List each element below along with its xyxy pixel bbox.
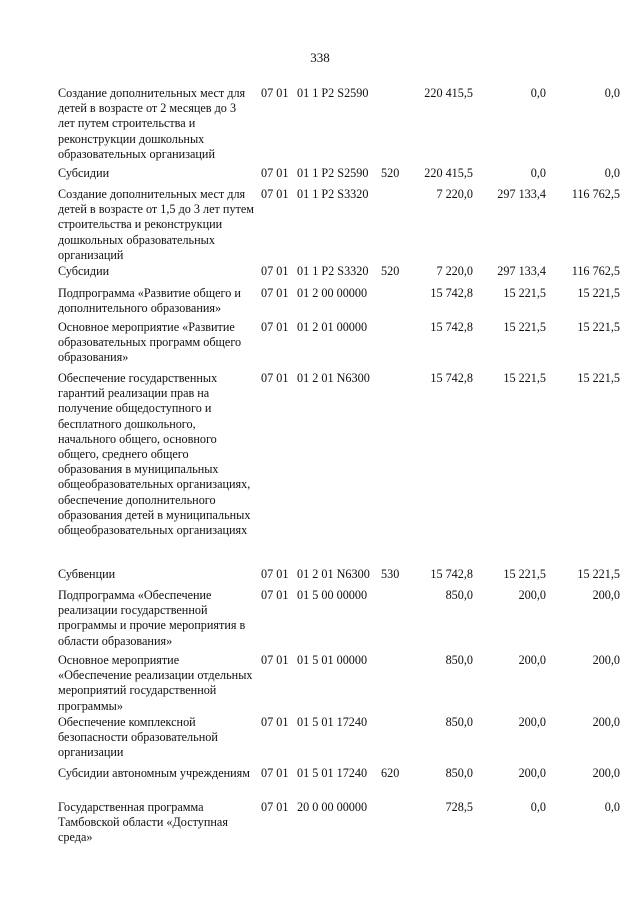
row-section: 07 01 bbox=[261, 800, 289, 814]
row-article: 01 5 01 17240 bbox=[297, 715, 368, 729]
row-value-1: 15 742,8 bbox=[430, 320, 473, 334]
row-value-1: 220 415,5 bbox=[424, 86, 473, 100]
row-section: 07 01 bbox=[261, 320, 289, 334]
row-section: 07 01 bbox=[261, 286, 289, 300]
row-article: 01 1 P2 S3320 bbox=[297, 187, 369, 201]
row-name: Обеспечение комплексной безопасности образовательной организации bbox=[58, 715, 218, 760]
row-article: 01 2 01 00000 bbox=[297, 320, 368, 334]
table-row bbox=[0, 286, 640, 320]
row-value-3: 15 221,5 bbox=[577, 371, 620, 385]
row-name: Основное мероприятие «Обеспечение реализации отдельных мероприятий государственной программы» bbox=[58, 653, 253, 713]
row-name: Основное мероприятие «Развитие образовательных программ общего образования» bbox=[58, 320, 242, 365]
row-value-3: 15 221,5 bbox=[577, 320, 620, 334]
row-value-2: 15 221,5 bbox=[503, 567, 546, 581]
row-value-1: 7 220,0 bbox=[436, 187, 473, 201]
row-article: 01 1 P2 S2590 bbox=[297, 86, 369, 100]
row-section: 07 01 bbox=[261, 567, 289, 581]
row-value-1: 850,0 bbox=[445, 766, 473, 780]
row-section: 07 01 bbox=[261, 187, 289, 201]
table-row bbox=[0, 567, 640, 588]
row-value-2: 200,0 bbox=[518, 766, 546, 780]
row-name: Обеспечение государственных гарантий реализации прав на получение общедоступного и бесплатного дошкольного, начального общего, основного общего, среднего общего образования в муниципальных общеобразовательных организациях, обеспечение дополнительного образования детей в муниципальных общеобразовательных организациях bbox=[58, 371, 251, 538]
row-value-1: 15 742,8 bbox=[430, 286, 473, 300]
table-row bbox=[0, 166, 640, 187]
row-value-1: 850,0 bbox=[445, 715, 473, 729]
table-row bbox=[0, 371, 640, 567]
budget-table bbox=[0, 86, 640, 850]
row-section: 07 01 bbox=[261, 653, 289, 667]
row-section: 07 01 bbox=[261, 766, 289, 780]
table-row bbox=[0, 653, 640, 715]
row-value-2: 15 221,5 bbox=[503, 371, 546, 385]
row-value-1: 850,0 bbox=[445, 653, 473, 667]
row-section: 07 01 bbox=[261, 264, 289, 278]
row-value-3: 200,0 bbox=[592, 715, 620, 729]
row-section: 07 01 bbox=[261, 166, 289, 180]
row-value-2: 200,0 bbox=[518, 588, 546, 602]
row-article: 01 1 P2 S2590 bbox=[297, 166, 369, 180]
row-name: Субсидии автономным учреждениям bbox=[58, 766, 250, 780]
row-article: 01 5 01 00000 bbox=[297, 653, 368, 667]
row-name: Субсидии bbox=[58, 166, 110, 180]
row-value-3: 15 221,5 bbox=[577, 286, 620, 300]
table-row bbox=[0, 264, 640, 286]
row-value-1: 15 742,8 bbox=[430, 371, 473, 385]
table-row bbox=[0, 320, 640, 371]
table-row bbox=[0, 588, 640, 653]
row-value-3: 0,0 bbox=[604, 166, 620, 180]
row-name: Субвенции bbox=[58, 567, 116, 581]
row-value-3: 200,0 bbox=[592, 766, 620, 780]
row-value-1: 15 742,8 bbox=[430, 567, 473, 581]
row-value-3: 116 762,5 bbox=[571, 187, 620, 201]
row-value-3: 15 221,5 bbox=[577, 567, 620, 581]
row-name: Государственная программа Тамбовской области «Доступная среда» bbox=[58, 800, 228, 845]
row-vr: 530 bbox=[381, 567, 400, 581]
row-value-3: 0,0 bbox=[604, 800, 620, 814]
page-number: 338 bbox=[310, 50, 330, 65]
row-article: 01 5 01 17240 bbox=[297, 766, 368, 780]
row-article: 01 5 00 00000 bbox=[297, 588, 368, 602]
row-vr: 520 bbox=[381, 166, 400, 180]
row-name: Создание дополнительных мест для детей в возрасте от 1,5 до 3 лет путем строительства и реконструкции дошкольных образовательных организаций bbox=[58, 187, 254, 262]
row-value-1: 220 415,5 bbox=[424, 166, 473, 180]
row-section: 07 01 bbox=[261, 371, 289, 385]
row-article: 01 1 P2 S3320 bbox=[297, 264, 369, 278]
row-name: Подпрограмма «Развитие общего и дополнительного образования» bbox=[58, 286, 241, 316]
row-value-2: 200,0 bbox=[518, 653, 546, 667]
table-row bbox=[0, 800, 640, 850]
row-value-3: 116 762,5 bbox=[571, 264, 620, 278]
table-row bbox=[0, 766, 640, 800]
row-value-2: 0,0 bbox=[530, 166, 546, 180]
row-section: 07 01 bbox=[261, 588, 289, 602]
row-section: 07 01 bbox=[261, 86, 289, 100]
row-value-3: 0,0 bbox=[604, 86, 620, 100]
row-name: Создание дополнительных мест для детей в возрасте от 2 месяцев до 3 лет путем строительства и реконструкции дошкольных образовательных организаций bbox=[58, 86, 246, 161]
table-row bbox=[0, 715, 640, 766]
row-value-2: 200,0 bbox=[518, 715, 546, 729]
row-article: 01 2 01 N6300 bbox=[297, 371, 370, 385]
table-row bbox=[0, 187, 640, 264]
row-value-3: 200,0 bbox=[592, 588, 620, 602]
row-value-2: 297 133,4 bbox=[497, 264, 546, 278]
row-value-2: 0,0 bbox=[530, 800, 546, 814]
row-article: 01 2 01 N6300 bbox=[297, 567, 370, 581]
row-value-2: 297 133,4 bbox=[497, 187, 546, 201]
row-value-2: 0,0 bbox=[530, 86, 546, 100]
row-article: 20 0 00 00000 bbox=[297, 800, 368, 814]
row-value-2: 15 221,5 bbox=[503, 320, 546, 334]
row-name: Субсидии bbox=[58, 264, 110, 278]
row-value-1: 7 220,0 bbox=[436, 264, 473, 278]
row-value-1: 728,5 bbox=[445, 800, 473, 814]
row-value-3: 200,0 bbox=[592, 653, 620, 667]
row-article: 01 2 00 00000 bbox=[297, 286, 368, 300]
row-value-2: 15 221,5 bbox=[503, 286, 546, 300]
row-vr: 620 bbox=[381, 766, 400, 780]
row-name: Подпрограмма «Обеспечение реализации государственной программы и прочие мероприятия в области образования» bbox=[58, 588, 246, 648]
row-vr: 520 bbox=[381, 264, 400, 278]
row-value-1: 850,0 bbox=[445, 588, 473, 602]
row-section: 07 01 bbox=[261, 715, 289, 729]
table-row bbox=[0, 86, 640, 166]
